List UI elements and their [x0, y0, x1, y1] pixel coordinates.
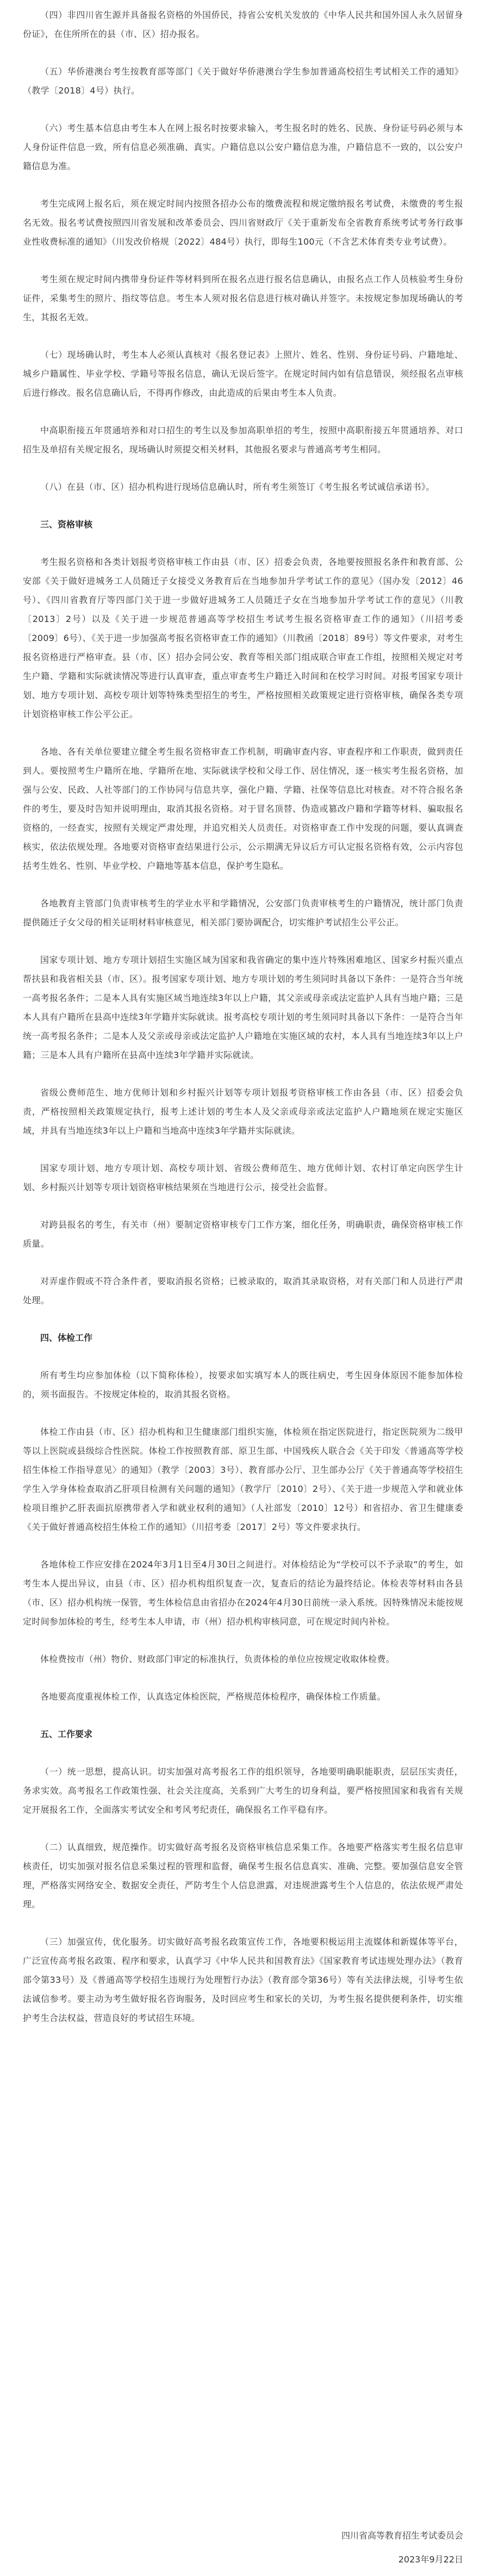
body-paragraph: 对弄虚作假或不符合条件者，要取消报名资格；已被录取的，取消其录取资格，对有关部门和人员进行严肃处理。 — [23, 1276, 463, 1305]
body-paragraph: 各地体检工作应安排在2024年3月1日至4月30日之间进行。对体检结论为“学校可以不予录取”的考生，如考生本人提出异议，由县（市、区）招办机构组织复查一次，复查后的结论为最终结论。体检表等材料由各县（市、区）招办机构统一保管，考生体检信息由省招办在2024年4月30日前统一录入系统。因特殊情况未能按规定时间参加体检的考生，经考生本人申请，市（州）招办机构审核同意，可在规定时间内补检。 — [23, 1559, 463, 1627]
body-paragraph: 国家专项计划、地方专项计划招生实施区域为国家和我省确定的集中连片特殊困难地区、国家乡村振兴重点帮扶县和我省相关县（市、区）。报考国家专项计划、地方专项计划的考生须同时具备以下条件：一是符合当年统一高考报名条件；二是本人具有实施区域当地连续3年以上户籍，其父亲或母亲或法定监护人具有当地户籍；三是本人具有户籍所在县高中连续3年学籍并实际就读。报考高校专项计划的考生须同时具备以下条件：一是符合当年统一高考报名条件；二是本人及父亲或母亲或法定监护人户籍地在实施区域的农村，本人具有当地连续3年以上户籍；三是本人具有户籍所在县高中连续3年学籍并实际就读。 — [23, 955, 463, 1060]
body-paragraph: 考生须在规定时间内携带身份证件等材料到所在报名点进行报名信息确认，由报名点工作人员核验考生身份证件，采集考生的照片、指纹等信息。考生本人须对报名信息进行核对确认并签字。未按规定参加现场确认的考生，其报名无效。 — [23, 274, 463, 322]
body-paragraph: （五）华侨港澳台考生按教育部等部门《关于做好华侨港澳台学生参加普通高校招生考试相关工作的通知》（教学〔2018〕4号）执行。 — [23, 66, 463, 96]
body-paragraph: 体检费按市（州）物价、财政部门审定的标准执行，负责体检的单位应按规定收取体检费。 — [40, 1654, 395, 1664]
body-paragraph: （四）非四川省生源并具备报名资格的外国侨民，持省公安机关发放的《中华人民共和国外国人永久居留身份证》，在住所所在的县（市、区）招办报名。 — [23, 10, 463, 39]
section-heading: 四、体检工作 — [40, 1333, 93, 1343]
body-paragraph: 考生完成网上报名后，须在规定时间内按照各招办公布的缴费流程和规定缴纳报名考试费，未缴费的考生报名无效。报名考试费按照四川省发展和改革委员会、四川省财政厅《关于重新发布全省教育系统考试考务行政事业性收费标准的通知》（川发改价格规〔2022〕484号）执行，即每生100元（不含艺术体育类专业考试费）。 — [23, 198, 463, 247]
issuing-organization: 四川省高等教育招生考试委员会 — [341, 2530, 463, 2541]
body-paragraph: 各地要高度重视体检工作，认真选定体检医院，严格规范体检程序，确保体检工作质量。 — [40, 1691, 386, 1702]
body-paragraph: （八）在县（市、区）招办机构进行现场信息确认时，所有考生须签订《考生报名考试诚信承诺书》。 — [40, 482, 435, 492]
section-heading: 三、资格审核 — [40, 519, 93, 530]
body-paragraph: 所有考生均应参加体检（以下简称体检），按要求如实填写本人的既往病史，考生因身体原因不能参加体检的，须书面报告。不按规定体检的，取消其报名资格。 — [23, 1370, 463, 1399]
body-paragraph: 对跨县报名的考生，有关市（州）要制定资格审核专门工作方案，细化任务，明确职责，确保资格审核工作质量。 — [23, 1219, 463, 1249]
body-paragraph: 省级公费师范生、地方优师计划和乡村振兴计划等专项计划报考资格审核工作由各县（市、区）招委会负责，严格按照相关政策规定执行，报考上述计划的考生本人及父亲或母亲或法定监护人户籍地须在规定实施区域，并具有当地连续3年以上户籍和当地高中连续3年学籍并实际就读。 — [23, 1087, 463, 1136]
section-heading: 五、工作要求 — [40, 1729, 93, 1739]
body-paragraph: 体检工作由县（市、区）招办机构和卫生健康部门组织实施，体检须在指定医院进行，指定医院须为二级甲等以上医院或县级综合性医院。体检工作按照教育部、原卫生部、中国残疾人联合会《关于印发〈普通高等学校招生体检工作指导意见〉的通知》（教学〔2003〕3号）、教育部办公厅、卫生部办公厅《关于普通高等学校招生学生入学身体检查取消乙肝项目检测有关问题的通知》（教学厅〔2010〕2号）、《关于进一步规范入学和就业体检项目维护乙肝表面抗原携带者入学和就业权利的通知》（人社部发〔2010〕12号）和省招办、省卫生健康委《关于做好普通高校招生体检工作的通知》（川招考委〔2017〕2号）等文件要求执行。 — [23, 1427, 463, 1532]
body-paragraph: 中高职衔接五年贯通培养和对口招生的考生以及参加高职单招的考生，按照中高职衔接五年贯通培养、对口招生及单招有关规定报名，现场确认时须提交相关材料，其他报名要求与普通高考考生相同。 — [23, 425, 463, 455]
body-paragraph: 国家专项计划、地方专项计划、高校专项计划、省级公费师范生、地方优师计划、农村订单定向医学生计划、乡村振兴计划等专项计划资格审核结果须在当地进行公示，接受社会监督。 — [23, 1163, 463, 1192]
body-paragraph: （一）统一思想，提高认识。切实加强对高考报名工作的组织领导，各地要明确职能职责，层层压实责任，务求实效。高考报名工作政策性强、社会关注度高，关系到广大考生的切身利益，要严格按照国家和我省有关规定开展报名工作，全面落实考试安全和考风考纪责任，确保报名工作平稳有序。 — [23, 1766, 463, 1815]
body-paragraph: （二）认真细致，规范操作。切实做好高考报名及资格审核信息采集工作。各地要严格落实考生报名信息审核责任，切实加强对报名信息采集过程的管理和监督，确保考生报名信息真实、准确、完整。要加强信息安全管理，严格落实网络安全、数据安全责任，严防考生个人信息泄露，对违规泄露考生个人信息的，依法依规严肃处理。 — [23, 1842, 463, 1909]
body-paragraph: （六）考生基本信息由考生本人在网上报名时按要求输入，考生报名时的姓名、民族、身份证号码必须与本人身份证件信息一致，所有信息必须准确、真实。户籍信息以公安户籍信息为准，户籍信息不一致的，以公安户籍信息为准。 — [23, 123, 463, 171]
body-paragraph: 考生报名资格和各类计划报考资格审核工作由县（市、区）招委会负责，各地要按照报名条件和教育部、公安部《关于做好进城务工人员随迁子女接受义务教育后在当地参加升学考试工作的意见》（国办发〔2012〕46号）、《四川省教育厅等四部门关于进一步做好进城务工人员随迁子女在当地参加升学考试工作的意见》（川教〔2013〕2号）以及《关于进一步规范普通高等学校招生考试考生报名资格审查工作的通知》（川招考委〔2009〕6号）、《关于进一步加强高考报名资格审查工作的通知》（川教函〔2018〕89号）等文件要求，对考生报名资格进行严格审查。县（市、区）招办会同公安、教育等相关部门组成联合审查工作组，按照相关规定对考生户籍、学籍和实际就读情况等进行认真审查，重点审查考生户籍迁入时间和在校学习时间。对报考国家专项计划、地方专项计划、高校专项计划等特殊类型招生的考生，严格按照相关政策规定进行资格审核，确保各类专项计划资格审核工作公平公正。 — [23, 557, 463, 719]
body-paragraph: （三）加强宣传，优化服务。切实做好高考报名政策宣传工作，各地要积极运用主流媒体和新媒体等平台，广泛宣传高考报名政策、程序和要求，认真学习《中华人民共和国教育法》《国家教育考试违规处理办法》（教育部令第33号）及《普通高等学校招生违规行为处理暂行办法》（教育部令第36号）等有关法律法规，引导考生依法诚信参考。要主动为考生做好报名咨询服务，及时回应考生和家长的关切，为考生报名提供便利条件，切实维护考生合法权益，营造良好的考试招生环境。 — [23, 1937, 463, 2023]
body-paragraph: （七）现场确认时，考生本人必须认真核对《报名登记表》上照片、姓名、性别、身份证号码、户籍地址、城乡户籍属性、毕业学校、学籍号等报名信息，确认无误后签字。在规定时间内如有信息错误，须经报名点审核后进行修改。报名信息确认后，不得再作修改，由此造成的后果由考生本人负责。 — [23, 350, 463, 398]
issue-date: 2023年9月22日 — [398, 2554, 463, 2565]
body-paragraph: 各地教育主管部门负责审核考生的学业水平和学籍情况，公安部门负责审核考生的户籍情况，统计部门负责提供随迁子女父母的相关证明材料审核意见，相关部门要协调配合，切实维护考试招生公平公正。 — [23, 898, 463, 928]
body-paragraph: 各地、各有关单位要建立健全考生报名资格审查工作机制，明确审查内容、审查程序和工作职责，做到责任到人。要按照考生户籍所在地、学籍所在地、实际就读学校和父母工作、居住情况，逐一核实考生报名资格，加强与公安、民政、人社等部门的工作协同与信息共享，强化户籍、学籍、社保等信息比对核查。对不符合报名条件的考生，要及时告知并说明理由，取消其报名资格。对于冒名顶替、伪造或篡改户籍和学籍等材料、骗取报名资格的，一经查实，按照有关规定严肃处理，并追究相关人员责任。对资格审查工作中发现的问题，要认真调查核实，依法依规处理。各地要对资格审查结果进行公示，公示期满无异议后方可认定报名资格有效，公示内容包括考生姓名、性别、毕业学校、户籍地等基本信息，保护考生隐私。 — [23, 746, 463, 871]
document-content — [23, 5, 463, 2027]
